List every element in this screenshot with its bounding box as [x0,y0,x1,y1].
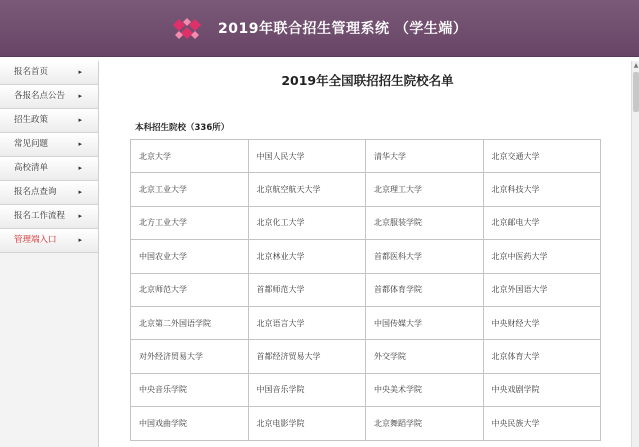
table-cell: 北京中医药大学 [483,240,601,273]
page-title: 2019年全国联招招生院校名单 [281,73,454,88]
table-cell: 北京林业大学 [248,240,366,273]
sidebar-nav [0,61,99,447]
school-table [130,139,601,441]
table-cell: 中国音乐学院 [248,373,366,406]
table-cell: 北京工业大学 [131,173,249,206]
table-cell: 中国农业大学 [131,240,249,273]
table-cell: 北京航空航天大学 [248,173,366,206]
arrow-right-icon: ▸ [78,92,82,100]
table-cell: 北京第二外国语学院 [131,306,249,339]
arrow-right-icon: ▸ [78,212,82,220]
sidebar-item-workflow[interactable] [0,205,98,229]
table-cell: 北京电影学院 [248,407,366,440]
section-label: 本科招生院校（336所） [135,123,230,133]
table-cell: 中央财经大学 [483,306,601,339]
table-cell: 中央民族大学 [483,407,601,440]
table-cell: 中国人民大学 [248,140,366,173]
arrow-right-icon: ▸ [78,236,82,244]
sidebar-item-admin-entry[interactable] [0,229,98,253]
sidebar-item-label: 高校清单 [14,163,49,173]
diamond-cluster-logo-icon [170,17,204,43]
table-cell: 北方工业大学 [131,206,249,239]
table-cell: 中央音乐学院 [131,373,249,406]
sidebar-item-home[interactable] [0,61,98,85]
table-row [131,173,601,206]
table-cell: 首都师范大学 [248,273,366,306]
table-row [131,206,601,239]
sidebar-item-label: 各报名点公告 [14,91,66,101]
arrow-right-icon: ▸ [78,164,82,172]
sidebar-item-faq[interactable] [0,133,98,157]
sidebar-item-label: 常见问题 [14,139,49,149]
table-row [131,340,601,373]
sidebar-item-label: 管理端入口 [14,235,57,245]
arrow-right-icon: ▸ [78,116,82,124]
table-cell: 北京服装学院 [366,206,484,239]
table-cell: 北京舞蹈学院 [366,407,484,440]
table-cell: 北京科技大学 [483,173,601,206]
sidebar-item-policy[interactable] [0,109,98,133]
table-cell: 首都体育学院 [366,273,484,306]
table-cell: 北京化工大学 [248,206,366,239]
table-cell: 首都经济贸易大学 [248,340,366,373]
table-row [131,140,601,173]
table-cell: 北京外国语大学 [483,273,601,306]
table-cell: 北京交通大学 [483,140,601,173]
sidebar-item-announcements[interactable] [0,85,98,109]
main-content [104,61,631,447]
sidebar-item-label: 招生政策 [14,115,49,125]
table-cell: 对外经济贸易大学 [131,340,249,373]
table-cell: 北京体育大学 [483,340,601,373]
scrollbar-thumb[interactable] [633,72,639,112]
sidebar-item-label: 报名工作流程 [14,211,66,221]
arrow-right-icon: ▸ [78,188,82,196]
table-row [131,240,601,273]
table-row [131,273,601,306]
table-cell: 北京邮电大学 [483,206,601,239]
table-cell: 清华大学 [366,140,484,173]
table-row [131,306,601,339]
sidebar-item-school-list[interactable] [0,157,98,181]
sidebar-item-label: 报名点查询 [14,187,57,197]
table-cell: 北京师范大学 [131,273,249,306]
table-cell: 北京大学 [131,140,249,173]
table-row [131,407,601,440]
table-cell: 中央戏剧学院 [483,373,601,406]
table-cell: 北京理工大学 [366,173,484,206]
sidebar-item-site-query[interactable] [0,181,98,205]
table-cell: 北京语言大学 [248,306,366,339]
vertical-scrollbar[interactable] [631,61,639,447]
table-cell: 中央美术学院 [366,373,484,406]
table-cell: 中国戏曲学院 [131,407,249,440]
app-header [0,0,639,57]
arrow-right-icon: ▸ [78,68,82,76]
table-cell: 首都医科大学 [366,240,484,273]
system-title: 2019年联合招生管理系统 （学生端） [218,21,468,37]
table-cell: 外交学院 [366,340,484,373]
sidebar-item-label: 报名首页 [14,67,49,77]
arrow-up-icon[interactable]: ▲ [633,62,639,69]
arrow-right-icon: ▸ [78,140,82,148]
table-cell: 中国传媒大学 [366,306,484,339]
table-row [131,373,601,406]
